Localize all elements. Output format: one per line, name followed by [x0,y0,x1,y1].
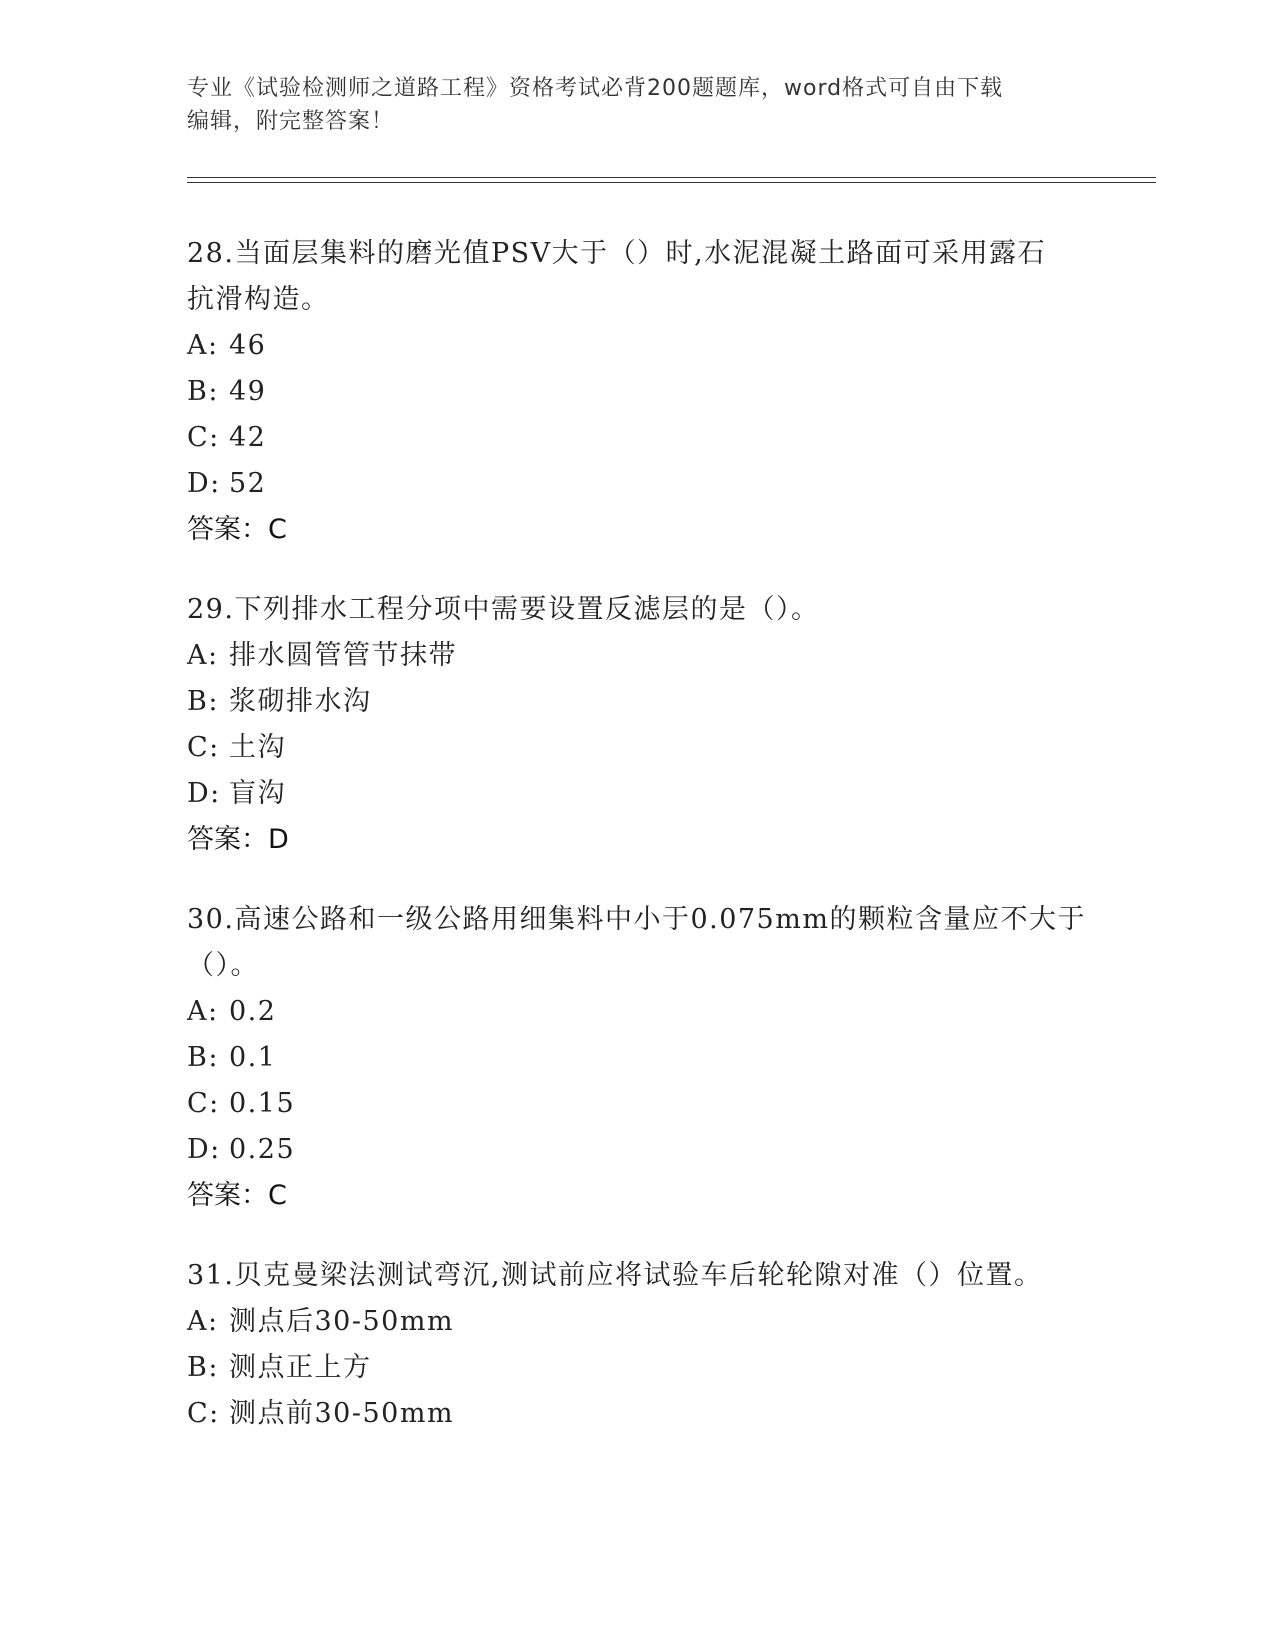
option-letter: B: [187,1352,219,1383]
option-letter: C: [187,1088,220,1119]
option-b [187,679,1087,725]
option-a [187,323,1087,369]
question-stem-line: 29.下列排水工程分项中需要设置反滤层的是（）。 [187,594,820,625]
option-text: 测点后30-50mm [229,1306,455,1337]
option-text: 盲沟 [229,778,286,809]
option-a [187,1299,1087,1345]
option-letter: C: [187,422,220,453]
option-text: 测点前30-50mm [229,1398,455,1429]
option-c [187,1391,1087,1437]
option-text: 0.15 [229,1088,296,1119]
option-text: 52 [229,468,267,499]
option-text: 排水圆管管节抹带 [229,640,457,671]
option-b [187,369,1087,415]
question-stem [187,1253,1087,1299]
option-a [187,989,1087,1035]
question-31 [187,1253,1087,1437]
question-stem-line: （）。 [187,950,259,981]
option-letter: B: [187,1042,219,1073]
option-letter: D: [187,468,221,499]
option-letter: A: [187,640,219,671]
option-d [187,1127,1087,1173]
option-d [187,771,1087,817]
document-header [187,72,1067,138]
option-text: 46 [229,330,267,361]
question-29 [187,587,1087,863]
option-text: 0.25 [229,1134,296,1165]
question-list [187,231,1087,1471]
option-b [187,1345,1087,1391]
header-divider-top [187,177,1156,178]
option-text: 测点正上方 [229,1352,372,1383]
option-letter: A: [187,330,219,361]
option-letter: C: [187,1398,220,1429]
option-b [187,1035,1087,1081]
option-letter: B: [187,686,219,717]
option-text: 42 [229,422,267,453]
option-letter: A: [187,996,219,1027]
option-text: 0.1 [229,1042,277,1073]
option-text: 49 [229,376,267,407]
option-letter: B: [187,376,219,407]
option-text: 浆砌排水沟 [229,686,372,717]
question-stem-line: 抗滑构造。 [187,284,330,315]
header-line-1: 专业《试验检测师之道路工程》资格考试必背200题题库，word格式可自由下载 [187,76,1004,101]
option-text: 土沟 [229,732,286,763]
option-c [187,725,1087,771]
option-c [187,415,1087,461]
header-line-2: 编辑，附完整答案！ [187,109,395,134]
option-letter: D: [187,778,221,809]
option-letter: A: [187,1306,219,1337]
option-letter: C: [187,732,220,763]
question-stem-line: 31.贝克曼梁法测试弯沉,测试前应将试验车后轮轮隙对准（）位置。 [187,1260,1043,1291]
option-c [187,1081,1087,1127]
question-stem [187,587,1087,633]
question-30 [187,897,1087,1219]
header-divider-bottom [187,182,1156,183]
option-text: 0.2 [229,996,277,1027]
option-d [187,461,1087,507]
question-stem-line: 30.高速公路和一级公路用细集料中小于0.075mm的颗粒含量应不大于 [187,904,1086,935]
question-stem-line: 28.当面层集料的磨光值PSV大于（）时,水泥混凝土路面可采用露石 [187,238,1047,269]
option-a [187,633,1087,679]
question-stem [187,231,1087,323]
answer-label: 答案：C [187,514,287,545]
question-stem [187,897,1087,989]
answer-label: 答案：C [187,1180,287,1211]
option-letter: D: [187,1134,221,1165]
answer-label: 答案：D [187,824,289,855]
question-28 [187,231,1087,553]
